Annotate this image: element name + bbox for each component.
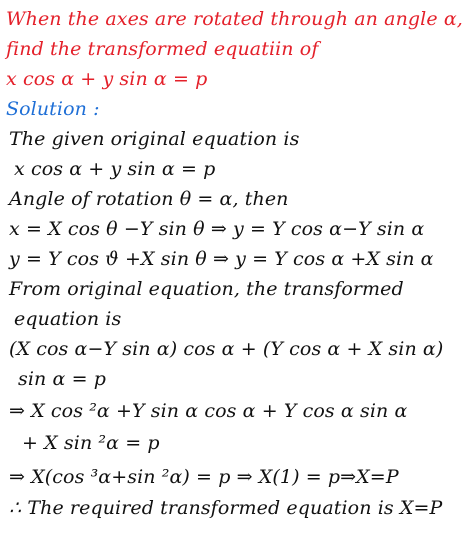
solution-line-8: (X cos α−Y sin α) cos α + (Y cos α + X sin α)	[9, 338, 444, 360]
solution-label: Solution :	[6, 98, 100, 120]
solution-line-5: y = Y cos ϑ +X sin θ ⇒ y = Y cos α +X sin α	[9, 248, 434, 270]
solution-line-11: + X sin ²α = p	[22, 432, 160, 454]
solution-line-4: x = X cos θ −Y sin θ ⇒ y = Y cos α−Y sin α	[9, 218, 425, 240]
solution-line-2: x cos α + y sin α = p	[14, 158, 216, 180]
solution-line-12: ⇒ X(cos ³α+sin ²α) = p ⇒ X(1) = p⇒X=P	[9, 466, 399, 488]
problem-line-1: When the axes are rotated through an angle α,	[6, 8, 463, 30]
problem-line-3: x cos α + y sin α = p	[6, 68, 208, 90]
solution-line-7: equation is	[14, 308, 122, 330]
solution-line-1: The given original equation is	[9, 128, 300, 150]
problem-line-2: find the transformed equatiin of	[6, 38, 319, 60]
solution-line-6: From original equation, the transformed	[9, 278, 404, 300]
solution-line-13: ∴ The required transformed equation is X=P	[9, 497, 443, 519]
solution-line-9: sin α = p	[18, 368, 106, 390]
solution-line-3: Angle of rotation θ = α, then	[9, 188, 289, 210]
solution-line-10: ⇒ X cos ²α +Y sin α cos α + Y cos α sin α	[9, 400, 408, 422]
